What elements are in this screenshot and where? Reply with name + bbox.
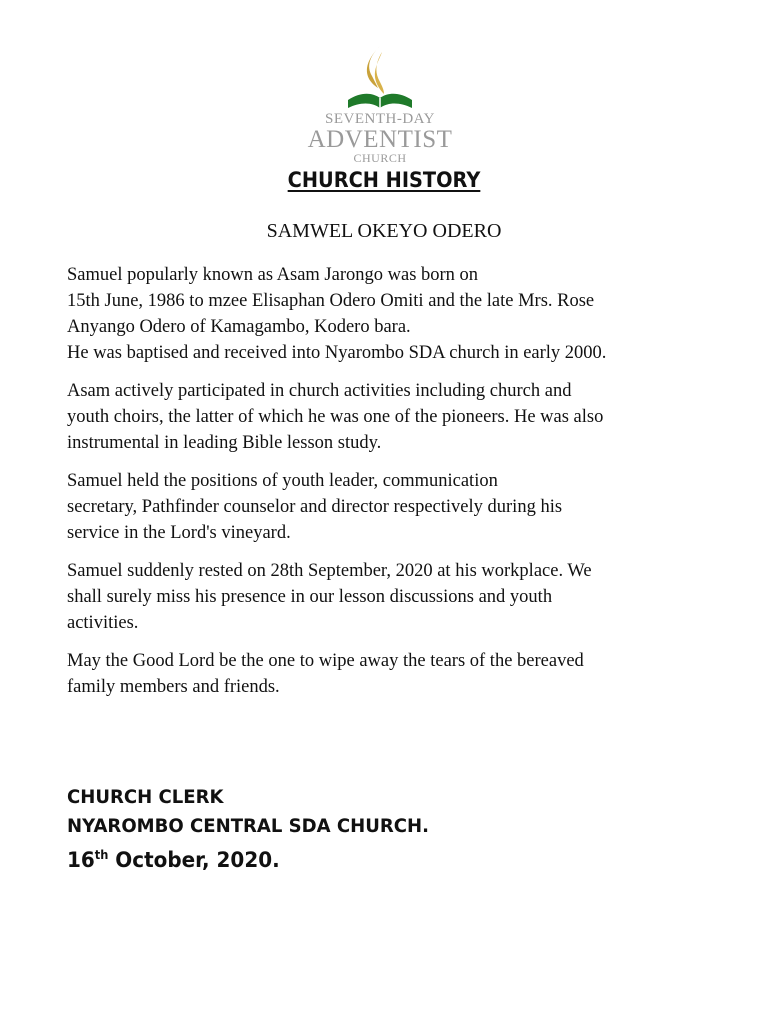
text-line: 15th June, 1986 to mzee Elisaphan Odero Omiti and the late Mrs. Rose [67,291,595,311]
signature-block [67,783,429,875]
logo-line-2: ADVENTIST [307,126,453,153]
text-line: shall surely miss his presence in our lesson discussions and youth [67,587,553,607]
paragraph [67,468,707,546]
logo-wordmark [300,112,460,164]
document-title: CHURCH HISTORY [287,168,481,192]
text-line: Anyango Odero of Kamagambo, Kodero bara. [67,317,411,337]
text-line: family members and friends. [67,677,280,697]
date-rest: October, 2020. [108,848,280,872]
date-day: 16 [67,848,95,872]
text-line: He was baptised and received into Nyarombo SDA church in early 2000. [67,343,607,363]
signature-church: NYAROMBO CENTRAL SDA CHURCH. [67,815,430,837]
document-body [67,262,707,712]
text-line: youth choirs, the latter of which he was one of the pioneers. He was also [67,407,604,427]
text-line: service in the Lord's vineyard. [67,523,291,543]
date-suffix: th [94,848,109,862]
sda-logo [300,42,460,168]
text-line: activities. [67,613,139,633]
paragraph [67,648,707,700]
paragraph [67,262,707,366]
signature-role: CHURCH CLERK [67,786,224,808]
logo-line-3: CHURCH [353,151,407,165]
logo-line-1: SEVENTH-DAY [325,111,435,127]
text-line: secretary, Pathfinder counselor and director respectively during his [67,497,563,517]
person-name: SAMWEL OKEYO ODERO [266,220,502,242]
signature-date [67,841,429,875]
paragraph [67,378,707,456]
text-line: Samuel popularly known as Asam Jarongo was born on [67,265,479,285]
text-line: Asam actively participated in church activities including church and [67,381,572,401]
text-line: Samuel suddenly rested on 28th September, 2020 at his workplace. We [67,561,592,581]
paragraph [67,558,707,636]
text-line: Samuel held the positions of youth leader, communication [67,471,498,491]
text-line: May the Good Lord be the one to wipe away the tears of the bereaved [67,651,584,671]
text-line: instrumental in leading Bible lesson study. [67,433,382,453]
flame-book-icon [340,42,420,112]
